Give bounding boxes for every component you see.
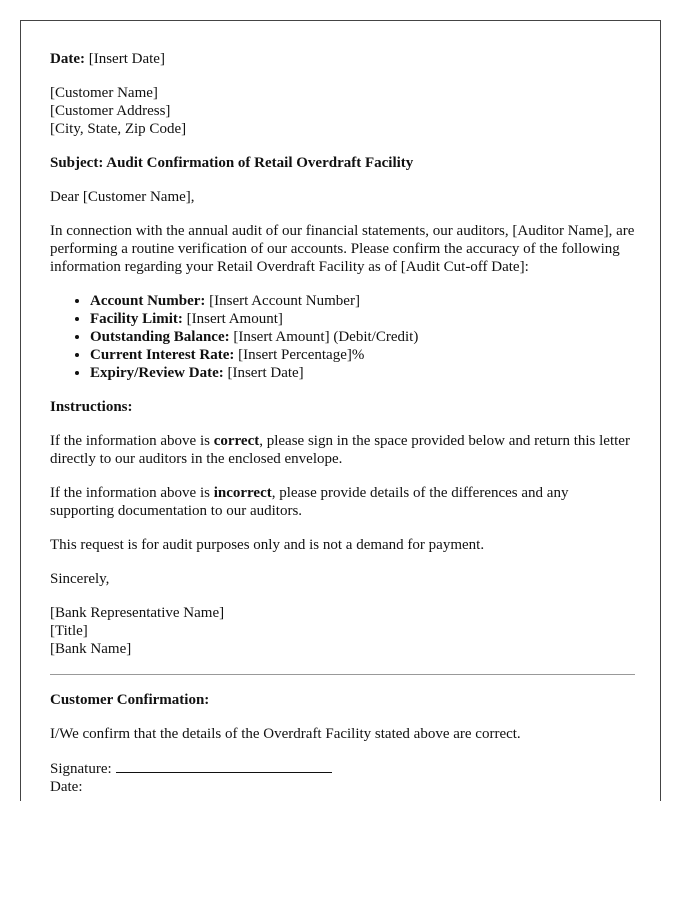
confirmation-heading-text: Customer Confirmation: [50,692,210,708]
letter-page [20,20,661,801]
date-confirm-line [50,778,635,796]
detail-value: [Insert Amount] [186,311,283,327]
instructions-heading [50,398,635,416]
signatory-name: [Bank Representative Name] [50,605,225,621]
signature-line [50,759,635,778]
detail-value: [Insert Date] [227,365,304,381]
signatory-title: [Title] [50,623,88,639]
detail-label: Current Interest Rate: [90,347,235,363]
signatory-block [50,604,635,658]
recipient-block [50,84,635,138]
subject-line [50,154,635,172]
audit-note: This request is for audit purposes only and is not a demand for payment. [50,537,485,553]
recipient-city: [City, State, Zip Code] [50,121,187,137]
detail-value: [Insert Percentage]% [238,347,365,363]
intro-paragraph: In connection with the annual audit of our financial statements, our auditors, [Auditor Name], are performing a routine verification of our accounts. Please confirm the accuracy of the following information regarding your Retail Overdraft Facility as of [Audit Cut-off Date]: [50,223,635,275]
date-line [50,50,635,68]
detail-label: Account Number: [90,293,206,309]
detail-value: [Insert Account Number] [209,293,360,309]
detail-account-number [90,292,635,310]
detail-interest-rate [90,346,635,364]
instr-correct-emphasis: correct [213,433,260,449]
instructions-correct [50,432,635,468]
details-list [50,292,635,382]
subject-text: Subject: Audit Confirmation of Retail Overdraft Facility [50,155,414,171]
instr-correct-after: , please sign in the space provided below and return this letter directly to our auditors in the enclosed envelope. [50,433,630,467]
date-label: Date: [50,51,85,67]
signatory-bank: [Bank Name] [50,641,132,657]
detail-label: Facility Limit: [90,311,183,327]
date-value: [Insert Date] [88,51,165,67]
instructions-heading-text: Instructions: [50,399,133,415]
confirmation-heading [50,691,635,709]
detail-value: [Insert Amount] (Debit/Credit) [233,329,419,345]
signature-field[interactable] [116,759,332,773]
instr-correct-before: If the information above is [50,433,214,449]
section-divider [50,674,635,675]
detail-label: Outstanding Balance: [90,329,230,345]
instr-incorrect-emphasis: incorrect [213,485,272,501]
detail-outstanding-balance [90,328,635,346]
instr-incorrect-after: , please provide details of the differences and any supporting documentation to our auditors. [50,485,569,519]
letter-body [50,50,635,796]
recipient-name: [Customer Name] [50,85,158,101]
detail-expiry-date [90,364,635,382]
recipient-address: [Customer Address] [50,103,171,119]
closing: Sincerely, [50,571,110,587]
confirmation-statement: I/We confirm that the details of the Overdraft Facility stated above are correct. [50,726,521,742]
detail-facility-limit [90,310,635,328]
date-confirm-label: Date: [50,779,83,795]
instr-incorrect-before: If the information above is [50,485,214,501]
detail-label: Expiry/Review Date: [90,365,224,381]
instructions-incorrect [50,484,635,520]
signature-label: Signature: [50,761,112,777]
salutation: Dear [Customer Name], [50,189,195,205]
